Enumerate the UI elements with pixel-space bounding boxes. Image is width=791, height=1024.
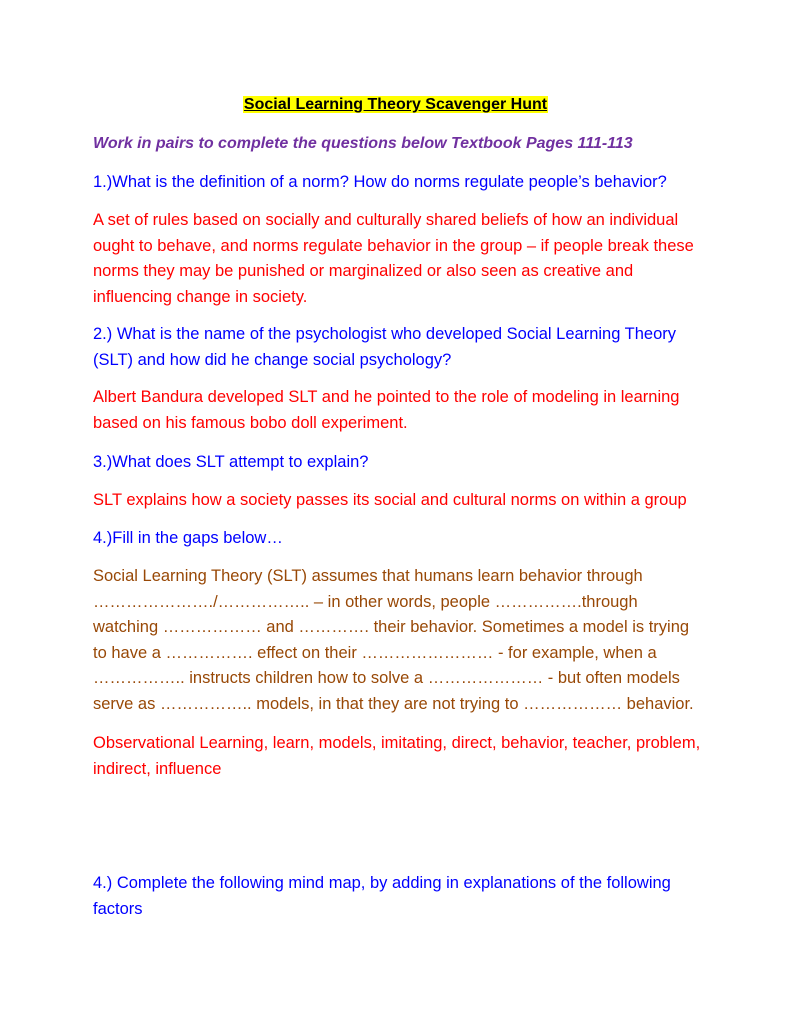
fill-in-paragraph: Social Learning Theory (SLT) assumes that humans learn behavior through …………………./…………….. – in other words, people …………….through watching ……………… and …………. their behavior. Sometimes a model is trying to have a ……………. effect on their …………………… - for example, when a …………….. instructs children how to solve a ………………… - but often models serve as …………….. models, in that they are not trying to ……………… behavior.	[93, 567, 694, 713]
answer-3: SLT explains how a society passes its social and cultural norms on within a group	[93, 491, 687, 509]
question-1: 1.)What is the definition of a norm? How do norms regulate people’s behavior?	[93, 173, 667, 191]
instructions: Work in pairs to complete the questions below Textbook Pages 111-113	[93, 135, 633, 152]
question-2: 2.) What is the name of the psychologist who developed Social Learning Theory (SLT) and how did he change social psychology?	[93, 325, 677, 369]
answer-2: Albert Bandura developed SLT and he pointed to the role of modeling in learning based on his famous bobo doll experiment.	[93, 388, 680, 432]
answer-1: A set of rules based on socially and culturally shared beliefs of how an individual ought to behave, and norms regulate behavior in the group – if people break these norms they may be punished or marginalized or also seen as creative and influencing change in society.	[93, 211, 694, 306]
word-bank: Observational Learning, learn, models, imitating, direct, behavior, teacher, problem, indirect, influence	[93, 734, 701, 778]
page-title	[0, 94, 791, 116]
question-5: 4.) Complete the following mind map, by adding in explanations of the following factors	[93, 874, 671, 918]
page-title-text: Social Learning Theory Scavenger Hunt	[243, 96, 548, 113]
question-4: 4.)Fill in the gaps below…	[93, 529, 283, 547]
question-3: 3.)What does SLT attempt to explain?	[93, 453, 369, 471]
